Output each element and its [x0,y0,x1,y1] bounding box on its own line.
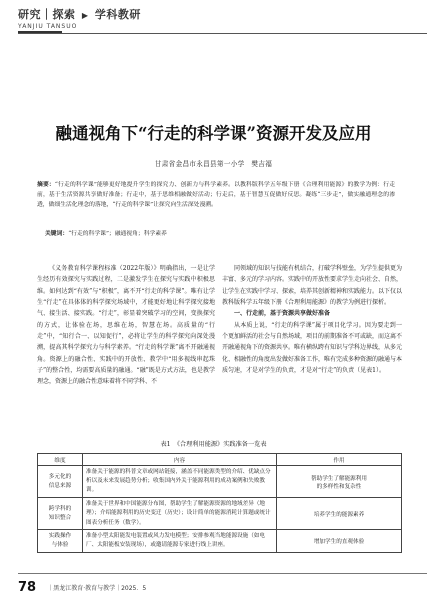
table-cell-dimension: 多元化的 信息来源 [38,466,83,498]
journal-name: ｜黑龙江教育·教育与教学｜2025．5 [47,585,147,592]
header-subtitle: YANJIU TANSUO [18,23,78,30]
table-row [38,466,402,498]
table-cell-use: 增加学生的直观体验 [277,530,402,553]
abstract [37,180,395,210]
resource-table [37,453,402,553]
paragraph: 同领域的知识与技能有机结合，打破学科壁垒，为学生提供更为丰富、多元的学习内容。实践中的开放性要求学生走向社会、自然，让学生在实践中学习、探索，培养其创新精神和实践能力。以下仅以教科版科学五年级下册《合理利用能源》的教学为例进行探析。 [222,265,403,307]
page-footer [18,577,146,596]
table-row [38,498,402,530]
table-cell-content: 准备关于能源的科普文章或网站链接，涵盖不同能源类型的介绍、优缺点分析以及未来发展趋势分析；收集国内外关于能源利用的成功案例和失败教训。 [83,466,277,498]
abstract-text: “行走的科学课”能够更好地提升学生的探究力、创新力与科学素养。以教科版科学五年级下册《合理利用能源》的教学为例：行走前，基于生活资源共享做好准备；行走中，基于思维相融做好活动；行走后，基于智慧互促做好反思。凝练“三步走”，做实融通理念的渗透，做细生活化理念的落地，“行走的科学课”让探究向生活深处漫溯。 [37,182,395,208]
table-cell-dimension: 跨学科的 知识整合 [38,498,83,530]
page-header [18,6,141,30]
table-header-cell: 内容 [83,454,277,466]
table-caption: 表1 《合理利用能源》实践准备一览表 [160,441,267,448]
table-cell-content: 准备关于世界和中国能源分布图，帮助学生了解能源资源的地域差异（地理）；介绍能源利用的历史变迁（历史）；设计简单的能源消耗计算题或统计图表分析任务（数学）。 [83,498,277,530]
triangle-icon: ▶ [81,11,89,20]
header-divider [18,33,427,34]
body-column-right [222,263,402,376]
body-column-left [37,263,215,388]
article-author: 甘肃省金昌市永昌县第一小学 樊吉福 [154,160,273,168]
table-header-row [38,454,402,466]
table-cell-use: 培养学生的能源素养 [277,498,402,530]
table-cell-use: 帮助学生了解能源利用 的多样性和复杂性 [277,466,402,498]
header-column: 学科教研 [94,8,141,21]
table-row [38,530,402,553]
abstract-label: 摘要： [37,182,55,188]
table-header-cell: 作用 [277,454,402,466]
table-cell-content: 准备小型太阳能发电装置或风力发电模型；安排参观当地能源设施（如电厂、太阳能板安装现场），或邀请能源专家进行线上讲座。 [83,530,277,553]
article-title: 融通视角下“行走的科学课”资源开发及应用 [55,124,372,143]
section-heading: 一、行走前，基于资源共享做好准备 [234,310,331,318]
paragraph: 《义务教育科学课程标准（2022年版）》明确指出，一是让学生经历有效探究与实践过程，二是激发学生在探究与实践中积极思维。如何达到“有效”与“积极”，离不开“行走的科学课”。唯有让学生“行走”在具体体的科学探究场域中，才能更好地让科学探究接地气、接生活、接实践。“行走”，彰显着突破学习的空间，变换探究的方式，让体验在场，思维在场，智慧在场。高质量的“行走”中，“知行合一、以知促行”，必将让学生的科学探究向深处漫溯，提高其科学探究力与科学素养。“行走的科学课”离不开融通视角。资源上的融合性、实践中的开放性、教学中“用多视线串起珠子”的整合性，均需要高质量的融通。“融”既是方式方法，也是教学理念，资源上的融合性意味着将不同学科、不 [37,265,215,386]
header-section: 研究｜探索 [18,8,76,21]
keywords-text: “行走的科学课”；融通视角；科学素养 [68,231,167,237]
page-number: 78 [18,580,37,595]
footer-divider [18,573,427,574]
keywords-label: 关键词： [45,231,69,237]
paragraph: 从本质上说，“行走的科学课”属于项目化学习。因为要走到一个更加鲜活的社会与自然场域，项目的前期准备不可或缺，而这离不开融通视角下的资源共享。唯有横纵跨有知识与学科边界线，从多元化、相融性的角度出发做好准备工作，唯有完成多种资源的融通与本质匀速，才是对学生的负责，才是对“行走”的负责（见表1）。 [222,321,403,375]
table-cell-dimension: 实践操作 与体验 [38,530,83,553]
table-header-cell: 维度 [38,454,83,466]
keywords [45,228,395,237]
